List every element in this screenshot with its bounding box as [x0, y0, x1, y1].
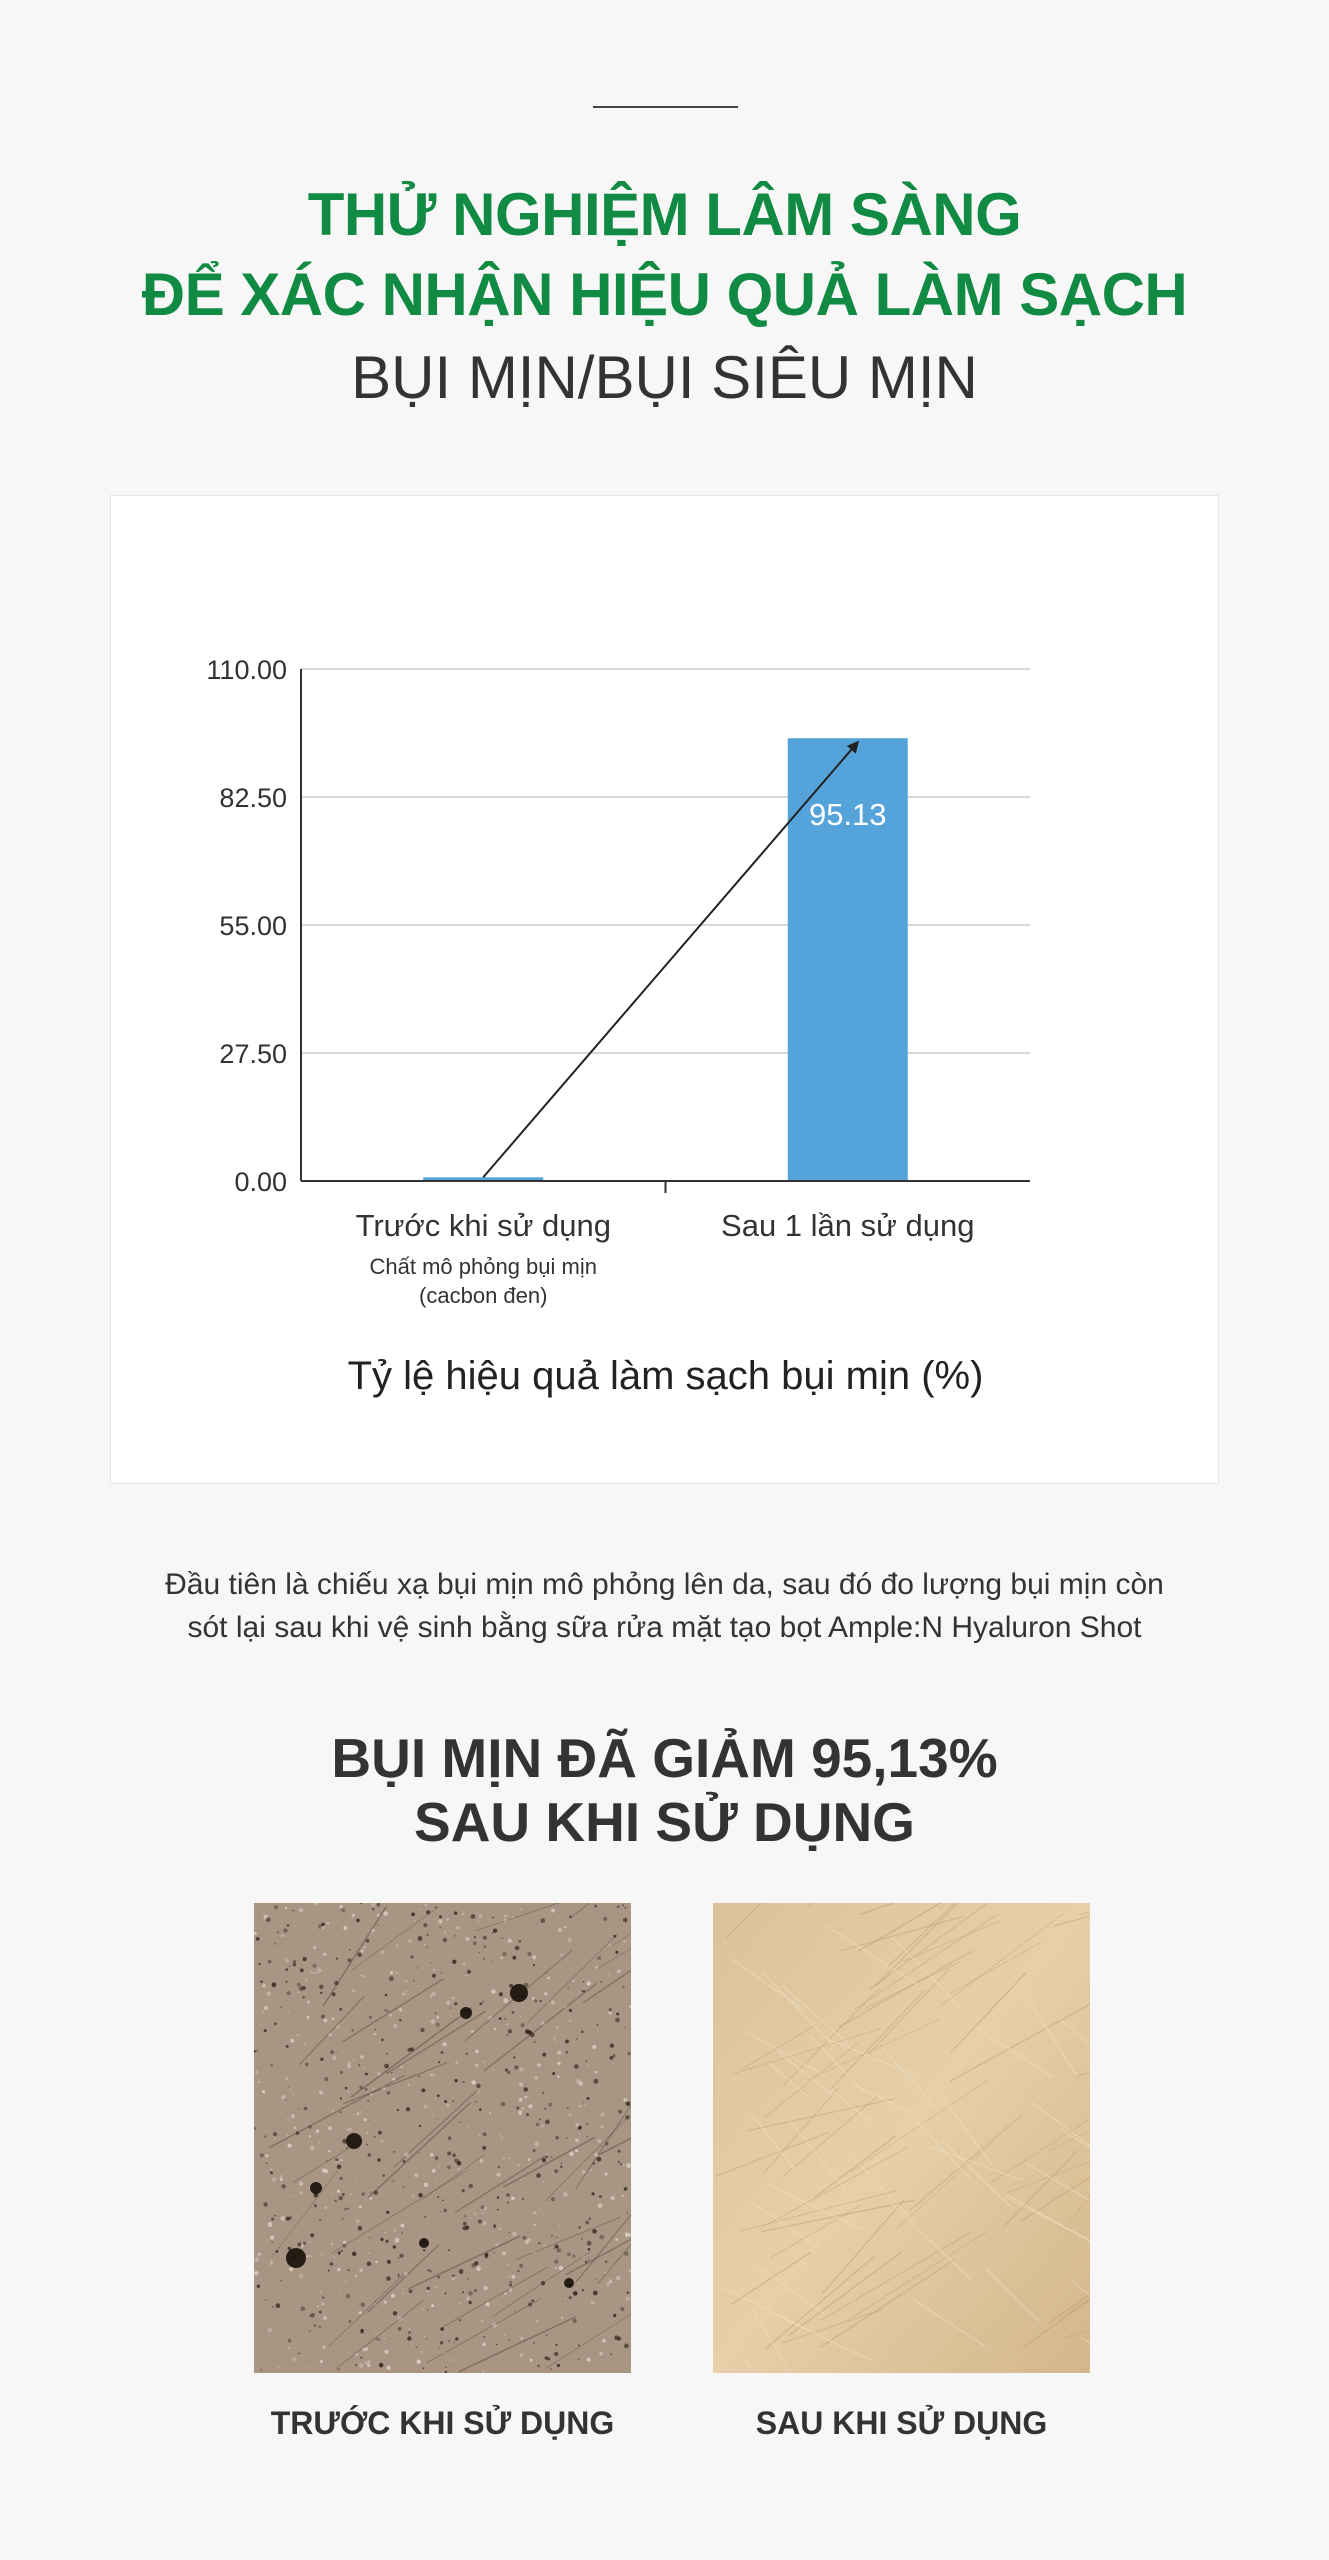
x-category-label: Trước khi sử dụng: [355, 1208, 611, 1243]
y-tick-label: 82.50: [219, 783, 287, 813]
y-tick-label: 0.00: [234, 1167, 287, 1197]
title-line-1: THỬ NGHIỆM LÂM SÀNG: [307, 181, 1022, 248]
y-tick-label: 110.00: [206, 655, 287, 685]
after-caption: SAU KHI SỬ DỤNG: [755, 2405, 1048, 2441]
result-line-2: SAU KHI SỬ DỤNG: [414, 1791, 915, 1853]
y-tick-label: 27.50: [219, 1039, 287, 1069]
title-line-2: ĐỂ XÁC NHẬN HIỆU QUẢ LÀM SẠCH: [141, 261, 1188, 328]
top-divider: [593, 106, 738, 108]
x-category-sublabel: Chất mô phỏng bụi mịn: [369, 1254, 597, 1279]
bar-chart: [111, 496, 1220, 1485]
description-line-2: sót lại sau khi vệ sinh bằng sữa rửa mặt tạo bọt Ample:N Hyaluron Shot: [187, 1611, 1142, 1644]
title-line-3: BỤI MỊN/BỤI SIÊU MỊN: [351, 344, 978, 411]
x-category-sublabel: (cacbon đen): [419, 1283, 548, 1308]
description-line-1: Đầu tiên là chiếu xạ bụi mịn mô phỏng lên da, sau đó đo lượng bụi mịn còn: [165, 1568, 1164, 1601]
before-caption: TRƯỚC KHI SỬ DỤNG: [270, 2405, 615, 2441]
chart-title: Tỷ lệ hiệu quả làm sạch bụi mịn (%): [347, 1354, 984, 1398]
before-skin-photo: [254, 1903, 631, 2373]
y-tick-label: 55.00: [219, 911, 287, 941]
chart-card: [110, 495, 1219, 1484]
result-line-1: BỤI MỊN ĐÃ GIẢM 95,13%: [331, 1727, 998, 1789]
x-category-label: Sau 1 lần sử dụng: [721, 1208, 975, 1243]
after-skin-photo: [713, 1903, 1090, 2373]
bar-value-label: 95.13: [808, 797, 887, 833]
